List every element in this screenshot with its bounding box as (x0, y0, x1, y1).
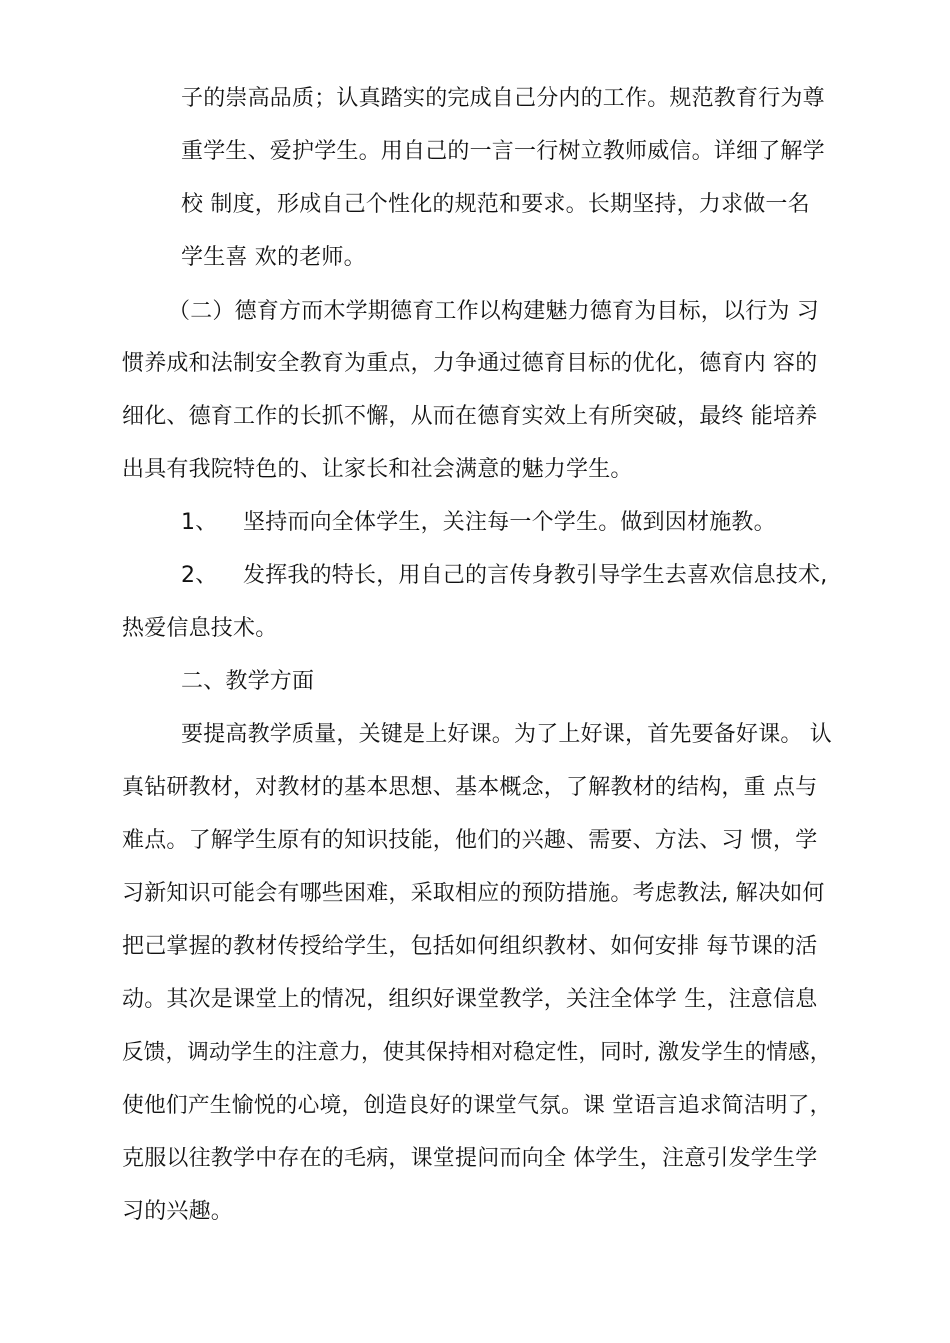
paragraph-3-line-3: 难点。了解学生原有的知识技能，他们的兴趣、需要、方法、习 惯，学 (122, 828, 818, 853)
paragraph-3-line-10: 习的兴趣。 (122, 1199, 234, 1224)
list-item-1-number: 1、 (181, 510, 218, 535)
section-heading: 二、教学方面 (181, 669, 315, 694)
paragraph-2-line-3: 细化、德育工作的长抓不懈，从而在德育实效上有所突破，最终 能培养 (122, 404, 818, 429)
paragraph-3-line-2: 真钻研教材，对教材的基本思想、基本概念，了解教材的结构，重 点与 (122, 775, 818, 800)
paragraph-1-line-2: 重学生、爱护学生。用自己的一言一行树立教师威信。详细了解学 (181, 139, 825, 164)
paragraph-3-line-9: 克服以往教学中存在的毛病，课堂提问而向全 体学生，注意引发学生学 (122, 1146, 818, 1171)
paragraph-3-line-4: 习新知识可能会有哪些困难，采取相应的预防措施。考虑教法, 解决如何 (122, 881, 825, 906)
list-item-1 (181, 508, 776, 538)
paragraph-1-line-1: 子的崇高品质；认真踏实的完成自己分内的工作。规范教育行为尊 (181, 86, 825, 111)
list-item-2 (181, 561, 827, 591)
list-item-2-number: 2、 (181, 563, 218, 588)
paragraph-3-line-7: 反馈，调动学生的注意力，使其保持相对稳定性，同时, 激发学生的情感， (122, 1040, 832, 1065)
paragraph-3-line-8: 使他们产生愉悦的心境，创造良好的课堂气氛。课 堂语言追求简洁明了， (122, 1093, 832, 1118)
list-item-2-continuation: 热爱信息技术。 (122, 616, 278, 641)
paragraph-3-line-6: 动。其次是课堂上的情况，组织好课堂教学，关注全体学 生，注意信息 (122, 987, 818, 1012)
paragraph-1-line-4: 学生喜 欢的老师。 (181, 245, 366, 270)
list-item-2-text: 发挥我的特长，用自己的言传身教引导学生去喜欢信息技术, (243, 563, 828, 588)
paragraph-3-line-1: 要提高教学质量，关键是上好课。为了上好课，首先要备好课。 认 (181, 722, 832, 747)
paragraph-3-line-5: 把己掌握的教材传授给学生，包括如何组织教材、如何安排 每节课的活 (122, 934, 818, 959)
list-item-1-text: 坚持而向全体学生，关注每一个学生。做到因材施教。 (243, 510, 776, 535)
paragraph-2-line-2: 惯养成和法制安全教育为重点，力争通过德育目标的优化，德育内 容的 (122, 351, 818, 376)
paragraph-1-line-3: 校 制度，形成自己个性化的规范和要求。长期坚持，力求做一名 (181, 192, 810, 217)
paragraph-2-line-1: （二）德育方而木学期德育工作以构建魅力德育为目标，以行为 习 (168, 299, 819, 324)
paragraph-2-line-4: 出具有我院特色的、让家长和社会满意的魅力学生。 (122, 457, 633, 482)
